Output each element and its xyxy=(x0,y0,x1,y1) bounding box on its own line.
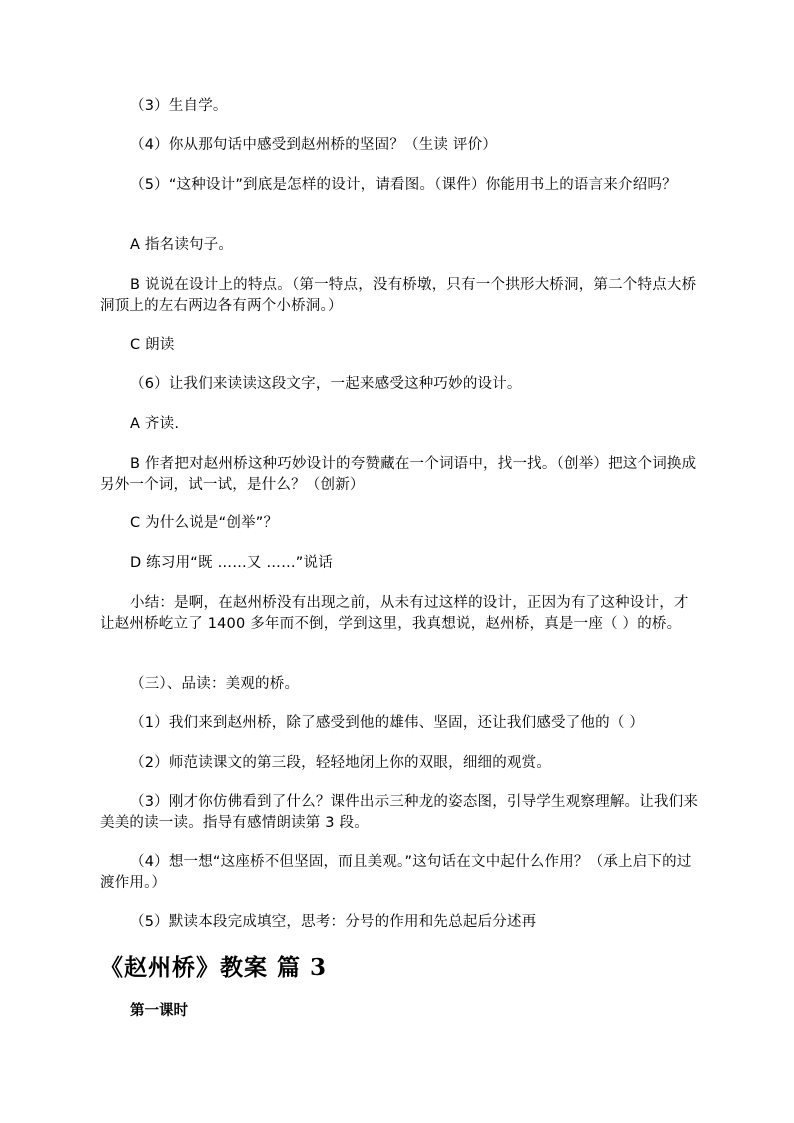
paragraph-7: （6）让我们来读读这段文字，一起来感受这种巧妙的设计。 xyxy=(130,376,522,392)
paragraph-18: （5）默读本段完成填空，思考：分号的作用和先总起后分述再 xyxy=(130,914,537,930)
paragraph-15: （2）师范读课文的第三段，轻轻地闭上你的双眼，细细的观赏。 xyxy=(130,755,552,771)
paragraph-13: （三）、品读：美观的桥。 xyxy=(130,676,300,692)
paragraph-11: D 练习用“既 ……又 ……”说话 xyxy=(130,555,333,571)
paragraph-6: C 朗读 xyxy=(130,337,175,353)
paragraph-12: 小结：是啊，在赵州桥没有出现之前，从未有过这样的设计，正因为有了这种设计，才让赵州桥屹立了 1400 多年而不倒，学到这里，我真想说，赵州桥，真是一座（ ）的桥。 xyxy=(100,595,689,632)
paragraph-5: B 说说在设计上的特点。（第一特点，没有桥墩，只有一个拱形大桥洞，第二个特点大桥洞顶上的左右两边各有两个小桥洞。） xyxy=(100,277,697,314)
paragraph-2: （4）你从那句话中感受到赵州桥的坚固？（生读 评价） xyxy=(130,137,498,153)
section-heading: 《赵州桥》教案 篇 3 xyxy=(100,954,328,981)
paragraph-10: C 为什么说是“创举”？ xyxy=(130,515,279,531)
paragraph-9: B 作者把对赵州桥这种巧妙设计的夸赞藏在一个词语中，找一找。（创举）把这个词换成另外一个词，试一试，是什么？（创新） xyxy=(100,456,697,493)
paragraph-4: A 指名读句子。 xyxy=(130,237,234,253)
paragraph-3: （5）“这种设计”到底是怎样的设计，请看图。（课件）你能用书上的语言来介绍吗？ xyxy=(130,177,677,193)
paragraph-8: A 齐读. xyxy=(130,416,180,432)
paragraph-17: （4）想一想“这座桥不但坚固，而且美观。”这句话在文中起什么作用？（承上启下的过渡作用。） xyxy=(100,854,692,891)
paragraph-1: （3）生自学。 xyxy=(130,98,228,114)
paragraph-14: （1）我们来到赵州桥，除了感受到他的雄伟、坚固，还让我们感受了他的（ ） xyxy=(130,715,645,731)
paragraph-16: （3）刚才你仿佛看到了什么？课件出示三种龙的姿态图，引导学生观察理解。让我们来美美的读一读。指导有感情朗读第 3 段。 xyxy=(100,794,699,831)
lesson-subheading: 第一课时 xyxy=(130,1003,188,1019)
